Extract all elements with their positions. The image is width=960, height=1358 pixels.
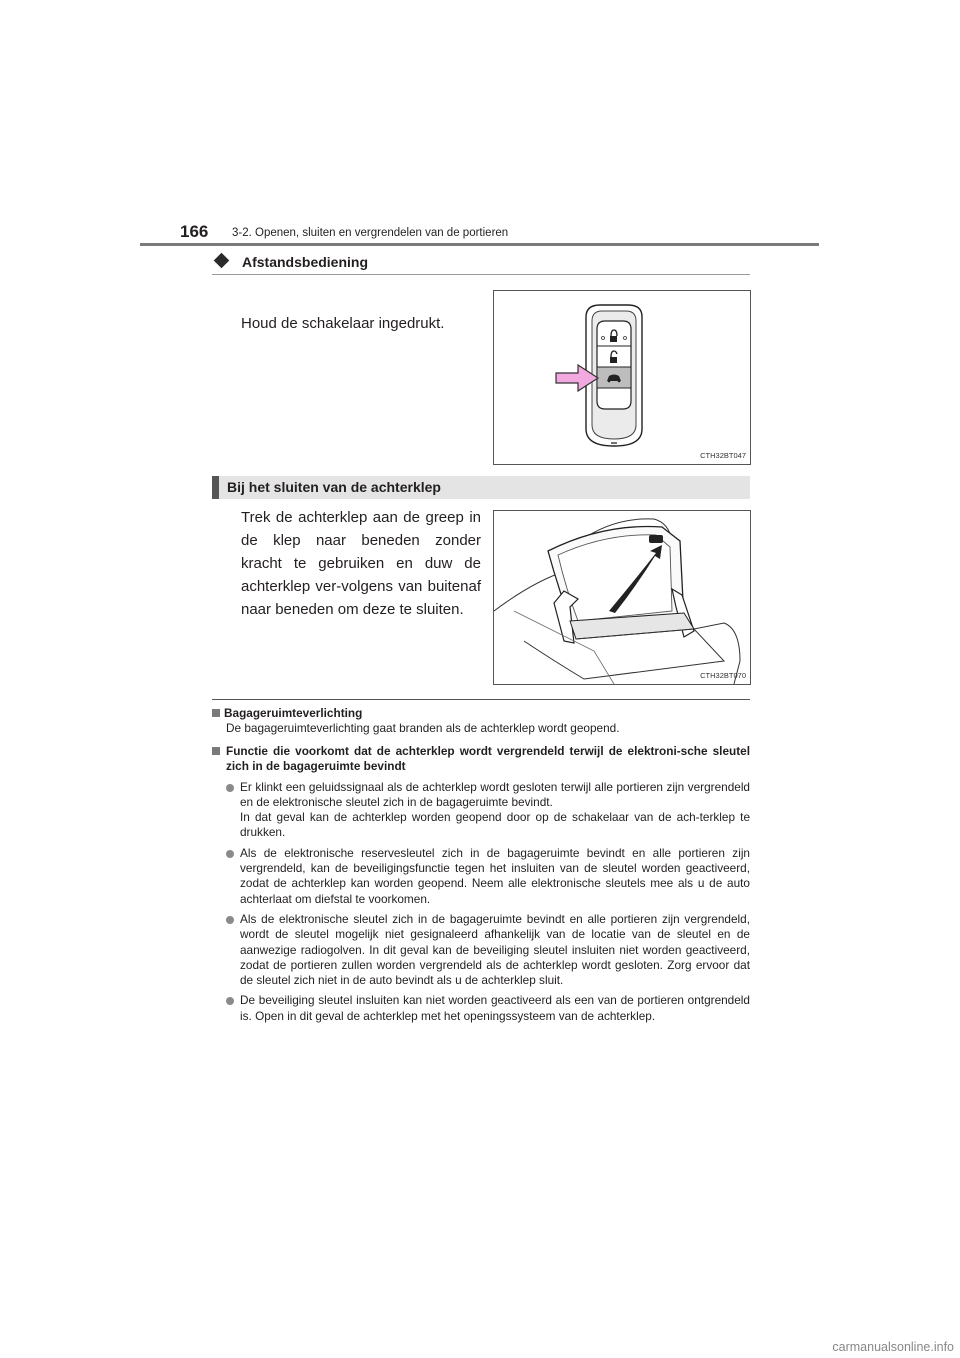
chapter-header: 3-2. Openen, sluiten en vergrendelen van de portieren <box>232 227 509 239</box>
bullet-text: Als de elektronische reservesleutel zich in de bagageruimte bevindt en alle portieren zijn vergrendeld, kan de beveiligingsfunctie tegen het insluiten van de sleutel worden geactiveerd, zodat de achterklep kan worden geopend. Neem alle elektronische sleutels mee als u de auto achterlaat om diefstal te voorkomen. <box>240 845 750 906</box>
page-number: 166 <box>180 222 209 241</box>
bullet-item <box>212 993 750 1024</box>
smart-key-illustration <box>494 291 750 464</box>
bullet-item <box>212 912 750 988</box>
header-rule <box>140 243 819 246</box>
note-lock-prevention <box>212 744 750 1024</box>
note-body: De bagageruimteverlichting gaat branden als de achterklep wordt geopend. <box>226 721 620 736</box>
bullet-item <box>212 780 750 841</box>
closing-heading-bar <box>212 476 750 499</box>
watermark: carmanualsonline.info <box>832 1340 954 1354</box>
round-bullet-icon <box>226 784 234 792</box>
figure-code: CTH32BT047 <box>700 451 746 460</box>
note-lighting <box>212 706 750 737</box>
round-bullet-icon <box>226 997 234 1005</box>
remote-key-figure <box>493 290 751 465</box>
note-title: Functie die voorkomt dat de achterklep wordt vergrendeld terwijl de elektroni-sche sleutel zich in de bagageruimte bevindt <box>226 744 750 774</box>
bullet-text: Er klinkt een geluidssignaal als de achterklep wordt gesloten terwijl alle portieren zijn vergrendeld en de elektronische sleutel zich in de bagageruimte bevindt. In dat geval kan de achterklep worden geopend door op de schakelaar van de ach-terklep te drukken. <box>240 779 750 840</box>
remote-instruction: Houd de schakelaar ingedrukt. <box>241 315 445 332</box>
round-bullet-icon <box>226 916 234 924</box>
notes-divider <box>212 699 750 700</box>
bullet-text: De beveiliging sleutel insluiten kan niet worden geactiveerd als een van de portieren ontgrendeld is. Open in dit geval de achterklep met het openingssysteem van de achterklep. <box>240 993 750 1023</box>
section-title: Afstandsbediening <box>242 254 369 270</box>
trunk-figure <box>493 510 751 685</box>
figure-code: CTH32BT070 <box>700 671 746 680</box>
diamond-icon <box>214 253 230 269</box>
closing-instruction: Trek de achterklep aan de greep in de klep naar beneden zonder kracht te gebruiken en duw de achterklep ver-volgens van buitenaf naar beneden om deze te sluiten. <box>241 509 481 618</box>
bullet-text: Als de elektronische sleutel zich in de bagageruimte bevindt en alle portieren zijn vergrendeld, wordt de sleutel mogelijk niet gesignaleerd afhankelijk van de locatie van de sleutel en de aanwezige radiogolven. In dit geval kan de beveiliging sleutel insluiten niet worden geactiveerd, zodat de portieren zullen worden vergrendeld als de achterklep wordt gesloten. Zorg ervoor dat de sleutel zich niet in de auto bevindt als u de achterklep sluit. <box>240 911 750 988</box>
heading-accent <box>212 476 219 499</box>
square-bullet-icon <box>212 709 220 717</box>
closing-heading: Bij het sluiten van de achterklep <box>227 479 441 495</box>
note-title: Bagageruimteverlichting <box>224 706 363 720</box>
trunk-illustration <box>494 511 750 684</box>
round-bullet-icon <box>226 850 234 858</box>
square-bullet-icon <box>212 747 220 755</box>
bullet-item <box>212 846 750 907</box>
section-heading <box>212 252 750 275</box>
